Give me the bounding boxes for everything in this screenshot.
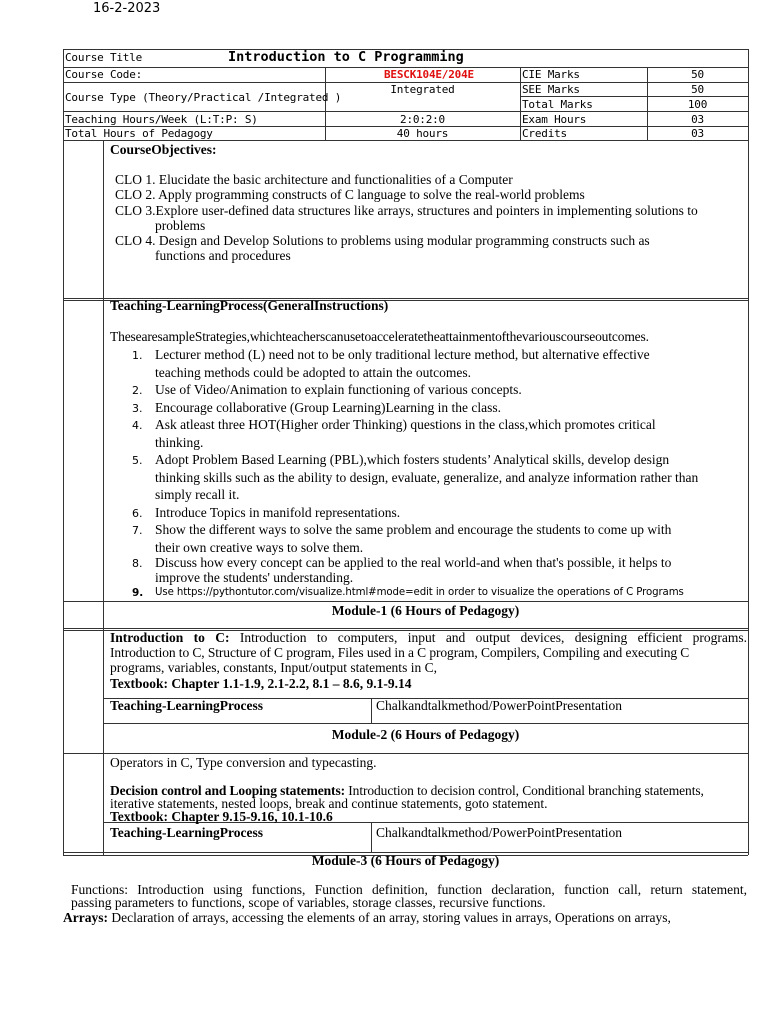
objectives-heading: CourseObjectives: — [110, 142, 217, 157]
total-marks-value: 100 — [687, 98, 708, 111]
see-marks-label: SEE Marks — [522, 83, 580, 96]
module-2-textbook: Textbook: Chapter 9.15-9.16, 10.1-10.6 — [110, 809, 333, 824]
list-item: 3. Encourage collaborative (Group Learning)Learning in the class. — [132, 399, 501, 415]
module-1-heading: Module-1 (6 Hours of Pedagogy) — [331, 603, 520, 618]
module-3-heading: Module-3 (6 Hours of Pedagogy) — [311, 853, 500, 868]
list-item: 2. Use of Video/Animation to explain functioning of various concepts. — [132, 382, 522, 397]
clo-1: CLO 1. Elucidate the basic architecture and functionalities of a Computer — [115, 172, 513, 187]
course-code-label: Course Code: — [65, 68, 143, 81]
list-item: 5. Adopt Problem Based Learning (PBL),which fosters students’ Analytical skills, develop design thinking skills such as the ability to design, evaluate, generalize, and analyze information rather than simply recall it. — [132, 452, 699, 502]
cie-marks-label: CIE Marks — [522, 68, 580, 81]
teaching-hours-label: Teaching Hours/Week (L:T:P: S) — [65, 113, 258, 126]
module-3-line-1: Functions: Introduction using functions, Function definition, function declaration, function call, return statement, — [71, 882, 747, 897]
exam-hours-value: 03 — [691, 113, 704, 126]
document-date: 16-2-2023 — [93, 1, 161, 16]
module-1-tlp-value: Chalkandtalkmethod/PowerPointPresentation — [376, 698, 622, 713]
teaching-hours-value: 2:0:2:0 — [400, 113, 445, 126]
course-title-label: Course Title — [65, 51, 143, 64]
clo-2: CLO 2. Apply programming constructs of C language to solve the real-world problems — [115, 187, 585, 202]
module-1-line-1: Introduction to C: Introduction to computers, input and output devices, designing efficient programs. — [110, 630, 748, 645]
credits-label: Credits — [522, 127, 567, 140]
total-hours-label: Total Hours of Pedagogy — [65, 127, 213, 140]
tlp-item-9-num: 9. — [132, 587, 144, 599]
total-marks-label: Total Marks — [522, 98, 593, 111]
list-item: 4. Ask atleast three HOT(Higher order Thinking) questions in the class,which promotes critical thinking. — [132, 417, 656, 450]
module-2-tlp-value: Chalkandtalkmethod/PowerPointPresentation — [376, 825, 622, 840]
module-2-line-3: iterative statements, nested loops, break and continue statements, goto statement. — [110, 796, 548, 811]
list-item: 7. Show the different ways to solve the same problem and encourage the students to come up with their own creative ways to solve them. — [132, 522, 672, 555]
tlp-intro: ThesearesampleStrategies,whichteacherscanusetoacceleratetheattainmentofthevariouscourseoutcomes. — [110, 329, 649, 344]
module-3-line-2: passing parameters to functions, scope of variables, storage classes, recursive functions. — [71, 895, 546, 910]
clo-4-cont: functions and procedures — [155, 248, 291, 263]
list-item: 1. Lecturer method (L) need not to be only traditional lecture method, but alternative effective teaching methods could be adopted to attain the outcomes. — [132, 347, 650, 380]
module-1-tlp-label: Teaching-LearningProcess — [110, 698, 264, 713]
clo-3-cont: problems — [155, 218, 206, 233]
course-code-value: BESCK104E/204E — [384, 68, 474, 81]
total-hours-value: 40 hours — [396, 127, 449, 140]
module-3-arrays-line: Arrays: Declaration of arrays, accessing the elements of an array, storing values in arrays, Operations on arrays, — [63, 910, 671, 925]
course-type-label: Course Type (Theory/Practical /Integrated ) — [65, 91, 342, 104]
module-2-heading: Module-2 (6 Hours of Pedagogy) — [331, 727, 520, 742]
module-2-tlp-label: Teaching-LearningProcess — [110, 825, 264, 840]
module-1-line-2: Introduction to C, Structure of C program, Files used in a C program, Compilers, Compiling and executing C — [110, 645, 690, 660]
credits-value: 03 — [691, 127, 704, 140]
see-marks-value: 50 — [691, 83, 704, 96]
tlp-item-9-text: Use https://pythontutor.com/visualize.html#mode=edit in order to visualize the operations of C Programs — [155, 587, 684, 598]
module-2-decision-line: Decision control and Looping statements: Introduction to decision control, Conditional branching statements, — [110, 783, 704, 798]
module-2-line-1: Operators in C, Type conversion and typecasting. — [110, 755, 377, 770]
course-title-value: Introduction to C Programming — [228, 49, 464, 65]
exam-hours-label: Exam Hours — [522, 113, 587, 126]
tlp-strategy-list — [110, 346, 746, 585]
list-item: 6. Introduce Topics in manifold representations. — [132, 504, 401, 520]
list-item: 8. Discuss how every concept can be applied to the real world-and when that's possible, it helps to improve the students' understanding. — [132, 555, 672, 585]
course-type-value: Integrated — [390, 83, 455, 96]
tlp-heading: Teaching-LearningProcess(GeneralInstructions) — [110, 298, 389, 313]
module-1-line-3: programs, variables, constants, Input/output statements in C, — [110, 660, 437, 675]
module-1-textbook: Textbook: Chapter 1.1-1.9, 2.1-2.2, 8.1 – 8.6, 9.1-9.14 — [110, 676, 412, 691]
clo-4: CLO 4. Design and Develop Solutions to problems using modular programming constructs such as — [115, 233, 650, 248]
cie-marks-value: 50 — [691, 68, 704, 81]
clo-3: CLO 3.Explore user-defined data structures like arrays, structures and pointers in implementing solutions to — [115, 203, 698, 218]
